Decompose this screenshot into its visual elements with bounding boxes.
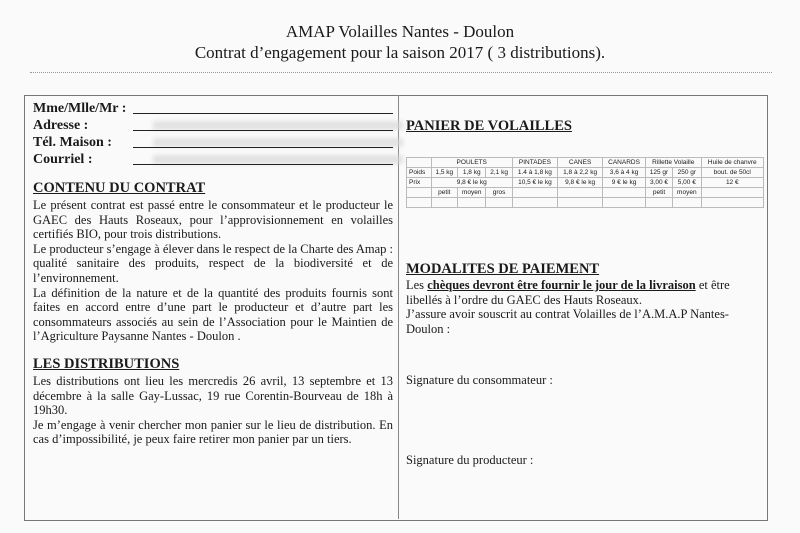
identity-phone-label: Tél. Maison :: [33, 135, 112, 150]
table-cell: [407, 198, 432, 208]
table-cell: 1,8 à 2,2 kg: [558, 168, 603, 178]
table-cell: 125 gr: [645, 168, 672, 178]
identity-email-label: Courriel :: [33, 152, 93, 167]
contenu-paragraph: Le producteur s’engage à élever dans le respect de la Charte des Amap : qualité sanitaire des produits, respect de la biodiversité et de l’environnement.: [33, 241, 393, 285]
table-row: [407, 168, 764, 178]
paiement-emphasis: chèques devront être fournir le jour de la livraison: [427, 278, 696, 292]
paiement-paragraph: J’assure avoir souscrit au contrat Volailles de l’A.M.A.P Nantes-Doulon :: [406, 307, 729, 336]
price-table: [406, 157, 764, 208]
table-cell: [512, 188, 557, 198]
identity-name-label: Mme/Mlle/Mr :: [33, 101, 127, 116]
table-cell: [407, 188, 432, 198]
header-divider: [30, 72, 772, 73]
table-cell: 5,00 €: [673, 178, 701, 188]
panier-heading: PANIER DE VOLAILLES: [406, 118, 572, 134]
table-cell: gros: [486, 188, 512, 198]
paiement-paragraph: Les chèques devront être fournir le jour de la livraison et être libellés à l’ordre du GAEC des Hauts Roseaux.: [406, 278, 730, 307]
table-cell: [407, 158, 432, 168]
table-cell: Prix: [407, 178, 432, 188]
table-cell: 9 € le kg: [603, 178, 646, 188]
table-cell: [458, 198, 486, 208]
table-cell: [431, 198, 457, 208]
table-cell: [701, 198, 763, 208]
table-cell: bout. de 50cl: [701, 168, 763, 178]
table-cell: [645, 198, 672, 208]
table-cell: 250 gr: [673, 168, 701, 178]
table-cell: [673, 198, 701, 208]
table-cell: [603, 198, 646, 208]
left-column: [33, 100, 393, 447]
table-cell: CANARDS: [603, 158, 646, 168]
table-cell: [558, 188, 603, 198]
distributions-paragraph: Les distributions ont lieu les mercredis 26 avril, 13 septembre et 13 décembre à la salle Gay-Lussac, 19 rue Corentin-Bourveau de 18h à 19h30.: [33, 373, 393, 418]
table-row: [407, 178, 764, 188]
table-cell: 1,5 kg: [431, 168, 457, 178]
table-cell: [512, 198, 557, 208]
signature-consommateur[interactable]: Signature du consommateur :: [406, 373, 553, 387]
identity-address-label: Adresse :: [33, 118, 89, 133]
contenu-paragraph: La définition de la nature et de la quantité des produits fournis sont faites en accord entre d’une part le producteur et d’autre part les consommateurs associés au sein de l’Association pour le Maintien de l’Agriculture Paysanne Nantes - Doulon .: [33, 285, 393, 344]
table-cell: [701, 188, 763, 198]
table-cell: 3,00 €: [645, 178, 672, 188]
redacted-text: [153, 138, 403, 147]
paiement-heading: MODALITES DE PAIEMENT: [406, 261, 600, 277]
table-cell: 10,5 € le kg: [512, 178, 557, 188]
signature-producteur[interactable]: Signature du producteur :: [406, 453, 534, 467]
table-cell: CANES: [558, 158, 603, 168]
table-cell: 2,1 kg: [486, 168, 512, 178]
table-cell: Rillette Volaille: [645, 158, 701, 168]
table-cell: 1,8 kg: [458, 168, 486, 178]
table-cell: 9,8 € le kg: [558, 178, 603, 188]
identity-phone-field[interactable]: [33, 134, 393, 151]
table-cell: 1.4 à 1,8 kg: [512, 168, 557, 178]
right-column: [406, 100, 766, 336]
table-cell: Poids: [407, 168, 432, 178]
table-cell: moyen: [673, 188, 701, 198]
identity-email-field[interactable]: [33, 151, 393, 168]
document-subtitle: Contrat d’engagement pour la saison 2017 ( 3 distributions).: [194, 43, 606, 62]
table-cell: 3,6 à 4 kg: [603, 168, 646, 178]
table-row: [407, 198, 764, 208]
table-cell: [603, 188, 646, 198]
contenu-heading: CONTENU DU CONTRAT: [33, 180, 206, 196]
document-title: AMAP Volailles Nantes - Doulon: [285, 22, 515, 41]
redacted-text: [153, 121, 403, 130]
table-cell: [558, 198, 603, 208]
table-cell: Huile de chanvre: [701, 158, 763, 168]
table-cell: petit: [645, 188, 672, 198]
table-row: [407, 188, 764, 198]
table-cell: 12 €: [701, 178, 763, 188]
table-cell: petit: [431, 188, 457, 198]
distributions-heading: LES DISTRIBUTIONS: [33, 355, 180, 372]
table-row: [407, 158, 764, 168]
table-cell: 9,8 € le kg: [431, 178, 512, 188]
distributions-paragraph: Je m’engage à venir chercher mon panier sur le lieu de distribution. En cas d’impossibilité, je peux faire retirer mon panier par un tiers.: [33, 417, 393, 447]
redacted-text: [153, 155, 403, 164]
identity-address-field[interactable]: [33, 117, 393, 134]
table-cell: [486, 198, 512, 208]
table-cell: PINTADES: [512, 158, 557, 168]
table-cell: moyen: [458, 188, 486, 198]
identity-name-field[interactable]: [33, 100, 393, 117]
table-cell: POULETS: [431, 158, 512, 168]
contenu-paragraph: Le présent contrat est passé entre le consommateur et le producteur le GAEC des Hauts Roseaux, pour l’approvisionnement en volailles certifiés BIO, pour trois distributions.: [33, 198, 393, 242]
